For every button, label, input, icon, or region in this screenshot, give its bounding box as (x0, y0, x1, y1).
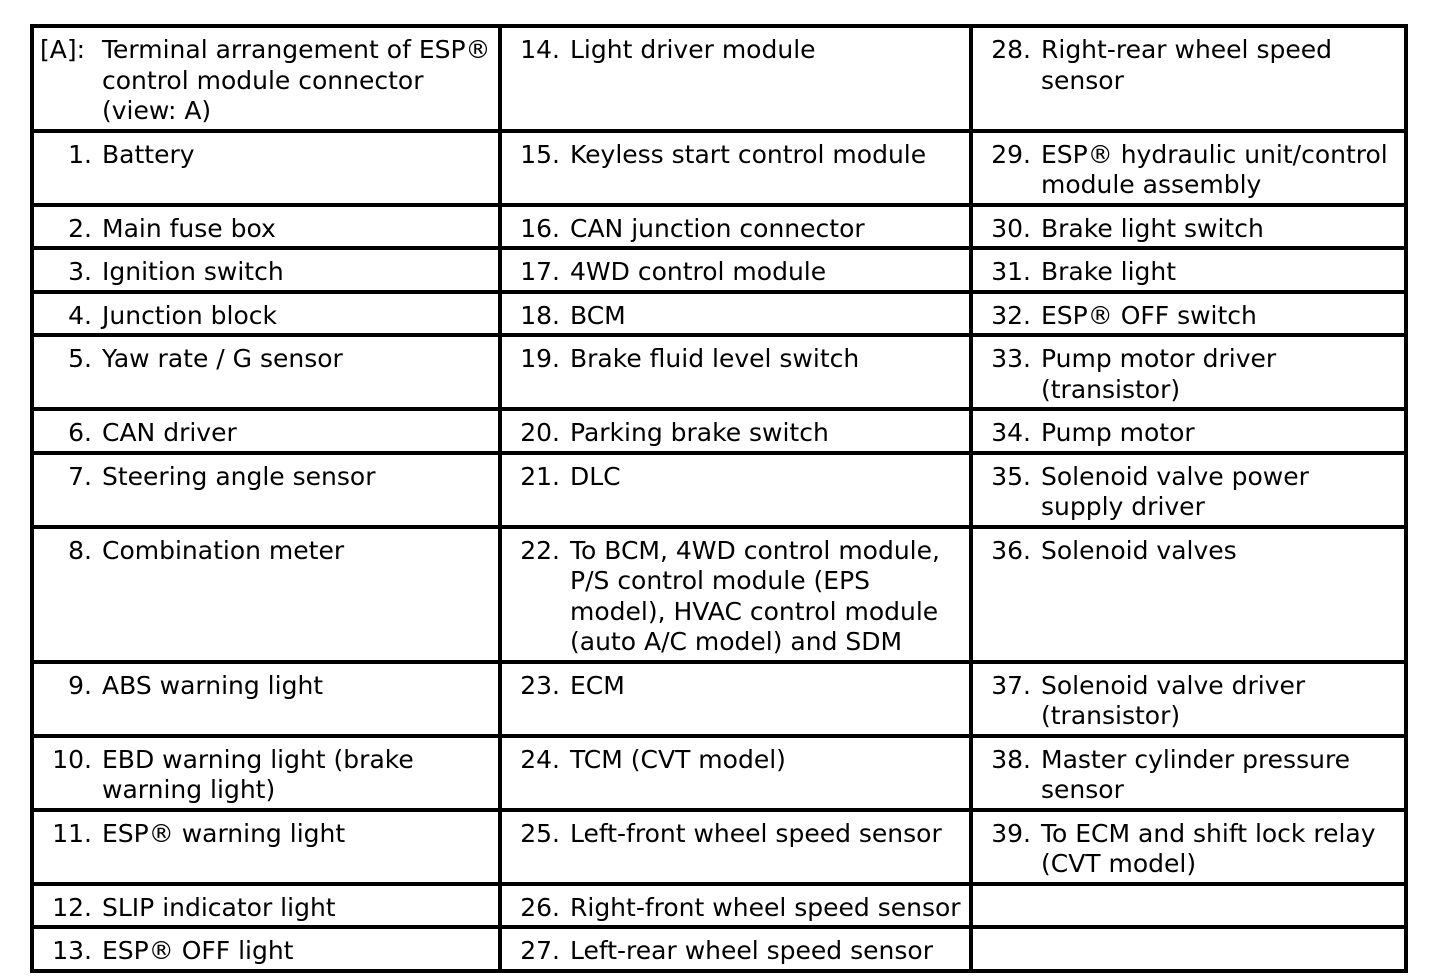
legend-cell (500, 409, 971, 453)
legend-cell (971, 409, 1406, 453)
item-number: 27. (520, 936, 560, 965)
item-label: ESP® hydraulic unit/control module assembly (1041, 139, 1388, 199)
item-label: Light driver module (570, 35, 816, 64)
legend-cell (500, 810, 971, 884)
legend-cell (32, 335, 500, 409)
item-label: Left-rear wheel speed sensor (570, 936, 933, 965)
legend-cell (32, 453, 500, 527)
legend-cell (32, 205, 500, 249)
legend-cell (500, 335, 971, 409)
legend-cell (32, 810, 500, 884)
table-row (32, 810, 1406, 884)
item-label: Main fuse box (102, 213, 276, 243)
item-label: Solenoid valves (1041, 535, 1237, 565)
table-row (32, 736, 1406, 810)
legend-cell (32, 292, 500, 336)
table-row (32, 884, 1406, 928)
table-row (32, 26, 1406, 131)
item-number: 6. (68, 418, 92, 447)
item-label: Junction block (102, 300, 277, 330)
item-label: Brake fluid level switch (570, 344, 860, 373)
item-number: 18. (520, 300, 560, 330)
item-label: SLIP indicator light (102, 892, 336, 922)
legend-cell (32, 527, 500, 662)
item-label: ESP® warning light (102, 818, 346, 848)
item-label: Solenoid valve power supply driver (1041, 461, 1309, 521)
legend-cell (971, 527, 1406, 662)
item-number: [A]: (40, 35, 86, 64)
table-row (32, 927, 1406, 971)
legend-cell (971, 292, 1406, 336)
legend-cell (500, 292, 971, 336)
table-row (32, 205, 1406, 249)
item-number: 15. (520, 139, 560, 169)
item-label: Keyless start control module (570, 139, 927, 169)
table-row (32, 131, 1406, 205)
item-label: BCM (570, 300, 626, 330)
legend-cell (32, 736, 500, 810)
table-row (32, 335, 1406, 409)
legend-cell (971, 335, 1406, 409)
legend-cell (971, 453, 1406, 527)
item-number: 4. (68, 300, 92, 330)
item-number: 28. (991, 35, 1031, 64)
item-label: Battery (102, 139, 195, 169)
item-label: ABS warning light (102, 670, 324, 700)
item-number: 9. (68, 670, 92, 700)
item-number: 30. (991, 213, 1031, 243)
item-number: 33. (991, 344, 1031, 373)
item-number: 7. (68, 461, 92, 491)
item-label: Right-front wheel speed sensor (570, 892, 961, 922)
item-number: 36. (991, 535, 1031, 565)
item-number: 22. (520, 535, 560, 565)
legend-cell (971, 205, 1406, 249)
item-number: 12. (52, 892, 92, 922)
legend-cell (32, 884, 500, 928)
legend-cell (971, 248, 1406, 292)
item-label: Solenoid valve driver (transistor) (1041, 670, 1306, 730)
item-number: 11. (52, 818, 92, 848)
component-legend-table (30, 24, 1408, 973)
item-label: ESP® OFF light (102, 936, 294, 965)
legend-cell (32, 248, 500, 292)
item-number: 21. (520, 461, 560, 491)
item-label: Right-rear wheel speed sensor (1041, 35, 1332, 95)
legend-cell (500, 205, 971, 249)
item-number: 19. (520, 344, 560, 373)
table-row (32, 409, 1406, 453)
legend-cell (32, 662, 500, 736)
item-number: 24. (520, 744, 560, 774)
item-number: 25. (520, 818, 560, 848)
item-number: 35. (991, 461, 1031, 491)
legend-cell-empty (971, 927, 1406, 971)
legend-cell (971, 736, 1406, 810)
item-label: Brake light (1041, 257, 1177, 286)
legend-cell (971, 810, 1406, 884)
legend-cell (32, 131, 500, 205)
legend-cell (500, 131, 971, 205)
item-number: 14. (520, 35, 560, 64)
item-number: 3. (68, 257, 92, 286)
item-label: ESP® OFF switch (1041, 300, 1257, 330)
item-number: 17. (520, 257, 560, 286)
legend-cell (500, 662, 971, 736)
item-number: 1. (68, 139, 92, 169)
item-label: 4WD control module (570, 257, 827, 286)
legend-cell (500, 884, 971, 928)
item-number: 5. (68, 344, 92, 373)
item-number: 31. (991, 257, 1031, 286)
table-row (32, 453, 1406, 527)
item-label: ECM (570, 670, 625, 700)
table-row (32, 527, 1406, 662)
legend-cell (971, 26, 1406, 131)
item-number: 34. (991, 418, 1031, 447)
item-number: 2. (68, 213, 92, 243)
item-label: To ECM and shift lock relay (CVT model) (1041, 818, 1376, 878)
item-label: Left-front wheel speed sensor (570, 818, 942, 848)
table-row (32, 248, 1406, 292)
legend-cell (500, 527, 971, 662)
legend-cell (971, 131, 1406, 205)
item-label: Master cylinder pressure sensor (1041, 744, 1351, 804)
item-number: 39. (991, 818, 1031, 848)
item-number: 26. (520, 892, 560, 922)
table-row (32, 292, 1406, 336)
item-number: 23. (520, 670, 560, 700)
item-number: 8. (68, 535, 92, 565)
item-label: Parking brake switch (570, 418, 829, 447)
table-row (32, 662, 1406, 736)
legend-cell (32, 26, 500, 131)
item-number: 32. (991, 300, 1031, 330)
item-label: Yaw rate / G sensor (102, 344, 343, 373)
legend-cell (500, 453, 971, 527)
item-label: TCM (CVT model) (570, 744, 786, 774)
item-label: Brake light switch (1041, 213, 1264, 243)
item-number: 29. (991, 139, 1031, 169)
legend-cell (500, 927, 971, 971)
item-label: CAN driver (102, 418, 237, 447)
item-label: CAN junction connector (570, 213, 865, 243)
item-label: Steering angle sensor (102, 461, 376, 491)
item-label: Pump motor driver (transistor) (1041, 344, 1277, 404)
item-number: 20. (520, 418, 560, 447)
legend-cell (500, 26, 971, 131)
item-label: Terminal arrangement of ESP® control module connector (view: A) (102, 35, 491, 125)
item-label: To BCM, 4WD control module, P/S control module (EPS model), HVAC control module (auto A/C model) and SDM (570, 535, 940, 656)
item-number: 13. (52, 936, 92, 965)
item-label: DLC (570, 461, 621, 491)
item-number: 10. (52, 744, 92, 774)
legend-cell (32, 927, 500, 971)
legend-cell (500, 736, 971, 810)
legend-cell (971, 662, 1406, 736)
legend-cell (32, 409, 500, 453)
item-number: 38. (991, 744, 1031, 774)
item-label: Combination meter (102, 535, 345, 565)
item-label: Ignition switch (102, 257, 284, 286)
item-number: 16. (520, 213, 560, 243)
item-number: 37. (991, 670, 1031, 700)
item-label: EBD warning light (brake warning light) (102, 744, 414, 804)
legend-cell (500, 248, 971, 292)
item-label: Pump motor (1041, 418, 1195, 447)
legend-cell-empty (971, 884, 1406, 928)
